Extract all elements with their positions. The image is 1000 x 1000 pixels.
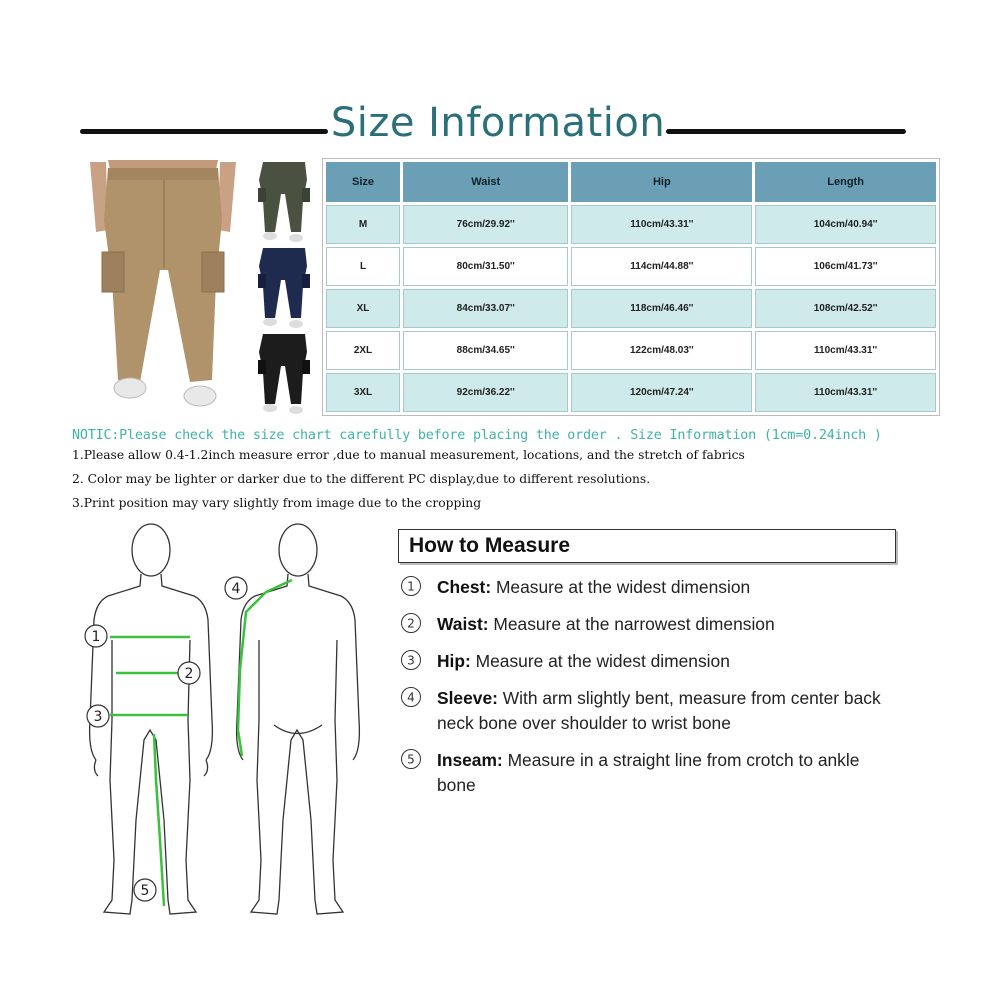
size-cell: XL bbox=[326, 289, 400, 328]
waist-cell: 80cm/31.50'' bbox=[403, 247, 568, 286]
measure-description: Measure at the widest dimension bbox=[470, 651, 730, 671]
hip-cell: 110cm/43.31'' bbox=[571, 205, 752, 244]
column-header-size: Size bbox=[326, 162, 400, 202]
waist-cell: 84cm/33.07'' bbox=[403, 289, 568, 328]
measure-label: Sleeve: bbox=[437, 688, 498, 708]
measure-item-inseam bbox=[400, 748, 920, 800]
table-row bbox=[326, 247, 936, 286]
marker-sleeve: 4 bbox=[231, 581, 241, 597]
table-row bbox=[326, 289, 936, 328]
product-photo-black bbox=[255, 332, 313, 416]
waist-cell: 92cm/36.22'' bbox=[403, 373, 568, 412]
product-photo-olive bbox=[255, 160, 313, 244]
marker-waist: 2 bbox=[184, 666, 194, 682]
svg-text:1: 1 bbox=[407, 579, 415, 594]
number-circle-icon bbox=[400, 575, 422, 597]
svg-text:2: 2 bbox=[407, 616, 415, 631]
measure-description: Measure in a straight line from crotch to ankle bone bbox=[437, 750, 860, 795]
measure-item-sleeve bbox=[400, 686, 920, 738]
length-cell: 108cm/42.52'' bbox=[755, 289, 936, 328]
hip-cell: 122cm/48.03'' bbox=[571, 331, 752, 370]
measure-label: Waist: bbox=[437, 614, 489, 634]
number-circle-icon bbox=[400, 612, 422, 634]
measure-label: Hip: bbox=[437, 651, 471, 671]
column-header-waist: Waist bbox=[403, 162, 568, 202]
number-circle-icon bbox=[400, 649, 422, 671]
product-photo-navy bbox=[255, 246, 313, 330]
note-color-variance: 2. Color may be lighter or darker due to the different PC display,due to different resolutions. bbox=[72, 472, 651, 486]
measure-description: Measure at the widest dimension bbox=[491, 577, 751, 597]
svg-text:5: 5 bbox=[407, 752, 415, 767]
note-print-position: 3.Print position may vary slightly from image due to the cropping bbox=[72, 496, 482, 510]
measure-text bbox=[437, 612, 927, 637]
svg-text:3: 3 bbox=[407, 653, 415, 668]
table-row bbox=[326, 205, 936, 244]
size-cell: 2XL bbox=[326, 331, 400, 370]
measure-item-hip bbox=[400, 649, 920, 675]
measure-description: With arm slightly bent, measure from center back neck bone over shoulder to wrist bone bbox=[437, 688, 881, 733]
length-cell: 106cm/41.73'' bbox=[755, 247, 936, 286]
table-row bbox=[326, 331, 936, 370]
measure-label: Inseam: bbox=[437, 750, 503, 770]
note-measure-error: 1.Please allow 0.4-1.2inch measure error ,due to manual measurement, locations, and the stretch of fabrics bbox=[72, 448, 745, 462]
how-to-measure-header bbox=[398, 529, 896, 563]
number-circle-icon bbox=[400, 748, 422, 770]
body-figure-front bbox=[78, 520, 228, 930]
size-chart-table bbox=[322, 158, 940, 416]
length-cell: 110cm/43.31'' bbox=[755, 373, 936, 412]
marker-hip: 3 bbox=[93, 709, 103, 725]
hip-cell: 114cm/44.88'' bbox=[571, 247, 752, 286]
marker-inseam: 5 bbox=[140, 883, 150, 899]
hip-cell: 120cm/47.24'' bbox=[571, 373, 752, 412]
product-photo-khaki bbox=[88, 160, 238, 415]
measure-item-waist bbox=[400, 612, 920, 638]
length-cell: 110cm/43.31'' bbox=[755, 331, 936, 370]
table-header-row bbox=[326, 162, 936, 202]
svg-text:4: 4 bbox=[407, 690, 415, 705]
size-cell: L bbox=[326, 247, 400, 286]
body-figure-back bbox=[218, 520, 368, 930]
hip-cell: 118cm/46.46'' bbox=[571, 289, 752, 328]
waist-cell: 88cm/34.65'' bbox=[403, 331, 568, 370]
size-notice: NOTIC:Please check the size chart carefully before placing the order . Size Information (1cm=0.24inch ) bbox=[72, 428, 882, 443]
title-rule-right bbox=[666, 129, 906, 134]
measure-item-chest bbox=[400, 575, 920, 601]
column-header-hip: Hip bbox=[571, 162, 752, 202]
length-cell: 104cm/40.94'' bbox=[755, 205, 936, 244]
table-row bbox=[326, 373, 936, 412]
measure-label: Chest: bbox=[437, 577, 492, 597]
title-rule-left bbox=[80, 129, 328, 134]
measure-description: Measure at the narrowest dimension bbox=[488, 614, 775, 634]
waist-cell: 76cm/29.92'' bbox=[403, 205, 568, 244]
title-banner bbox=[80, 100, 910, 156]
page-title: Size Information bbox=[330, 100, 666, 146]
measure-text bbox=[437, 686, 907, 736]
measure-text bbox=[437, 748, 897, 798]
number-circle-icon bbox=[400, 686, 422, 708]
how-to-measure-title: How to Measure bbox=[409, 534, 571, 557]
measure-text bbox=[437, 575, 927, 600]
size-cell: M bbox=[326, 205, 400, 244]
measure-text bbox=[437, 649, 927, 674]
size-cell: 3XL bbox=[326, 373, 400, 412]
column-header-length: Length bbox=[755, 162, 936, 202]
marker-chest: 1 bbox=[91, 629, 101, 645]
